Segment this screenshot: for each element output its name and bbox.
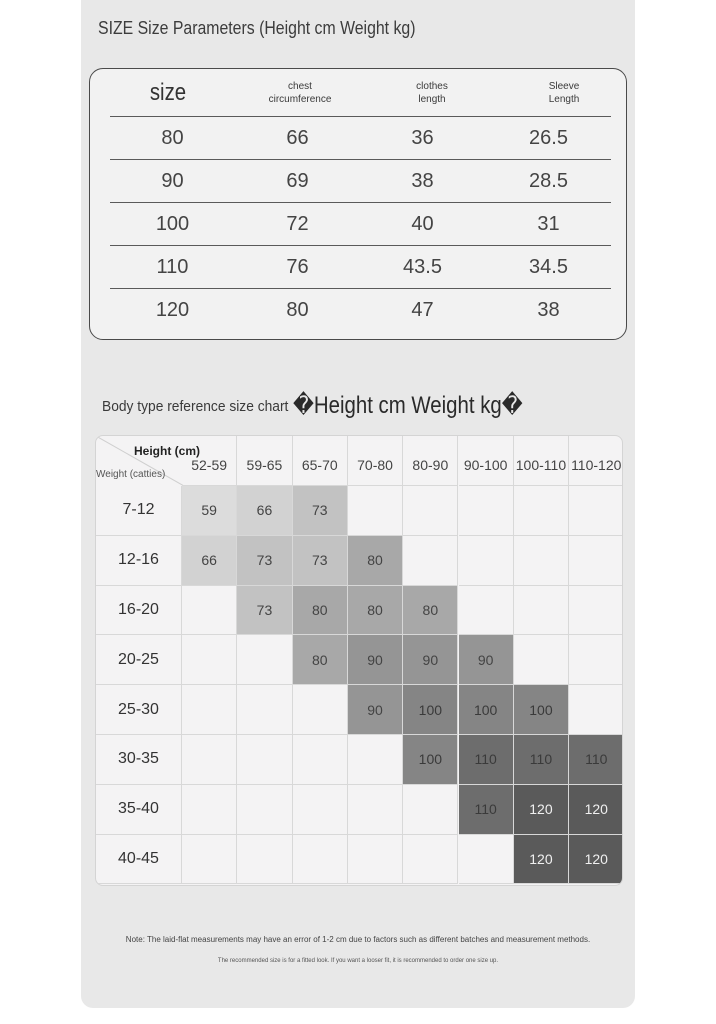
size-table-cell: 80	[286, 299, 309, 321]
height-column-header: 65-70	[293, 436, 348, 486]
empty-cell	[514, 536, 569, 586]
size-recommendation-cell: 73	[237, 536, 292, 586]
empty-cell	[569, 486, 623, 536]
empty-cell	[182, 635, 237, 685]
empty-cell	[348, 735, 403, 785]
empty-cell	[569, 685, 623, 735]
measurement-note: Note: The laid-flat measurements may have an error of 1-2 cm due to factors such as different batches and measurement methods.	[125, 935, 591, 944]
size-table-cell: 110	[156, 256, 189, 278]
size-recommendation-cell: 110	[569, 735, 623, 785]
size-table-row	[110, 116, 611, 160]
size-table-cell: 43.5	[403, 256, 442, 278]
size-table-cell: 80	[161, 127, 184, 149]
body-chart-title-units: �Height cm Weight kg�	[293, 392, 523, 419]
height-column-header: 80-90	[403, 436, 458, 486]
size-table-cell: 100	[155, 213, 190, 235]
empty-cell	[569, 586, 623, 636]
empty-cell	[514, 486, 569, 536]
size-recommendation-cell: 66	[237, 486, 292, 536]
size-table-row	[110, 288, 611, 332]
empty-cell	[403, 835, 458, 885]
empty-cell	[237, 835, 292, 885]
size-recommendation-cell: 90	[348, 685, 403, 735]
empty-cell	[182, 735, 237, 785]
size-recommendation-cell: 100	[514, 685, 569, 735]
height-column-header: 110-120	[569, 436, 623, 486]
height-column-header: 52-59	[182, 436, 237, 486]
length-header: clothes length	[416, 81, 448, 105]
size-table-cell: 38	[537, 299, 560, 321]
size-table-cell: 40	[411, 213, 434, 235]
size-table-cell: 90	[161, 170, 184, 192]
size-table-cell: 38	[411, 170, 434, 192]
size-table-cell: 76	[286, 256, 309, 278]
size-table-row	[110, 159, 611, 203]
weight-row-header: 30-35	[96, 735, 182, 785]
empty-cell	[237, 685, 292, 735]
size-table-cell: 72	[286, 213, 309, 235]
empty-cell	[403, 486, 458, 536]
size-table-cell: 31	[537, 213, 560, 235]
size-table-cell: 66	[286, 127, 309, 149]
sleeve-header: Sleeve Length	[548, 81, 580, 105]
empty-cell	[459, 835, 514, 885]
empty-cell	[569, 536, 623, 586]
size-recommendation-cell: 73	[237, 586, 292, 636]
weight-row-header: 25-30	[96, 685, 182, 735]
weight-row-header: 40-45	[96, 835, 182, 885]
size-table-title: SIZE Size Parameters (Height cm Weight kg)	[98, 18, 416, 38]
empty-cell	[348, 486, 403, 536]
body-chart-title: Body type reference size chart	[102, 398, 289, 415]
empty-cell	[459, 486, 514, 536]
weight-row-header: 12-16	[96, 536, 182, 586]
size-table-cell: 120	[155, 299, 190, 321]
empty-cell	[293, 685, 348, 735]
empty-cell	[182, 835, 237, 885]
size-recommendation-cell: 110	[514, 735, 569, 785]
size-recommendation-cell: 80	[348, 586, 403, 636]
size-recommendation-cell: 80	[403, 586, 458, 636]
height-column-header: 100-110	[514, 436, 569, 486]
size-recommendation-cell: 110	[459, 735, 514, 785]
size-recommendation-cell: 80	[348, 536, 403, 586]
size-table-cell: 69	[286, 170, 309, 192]
size-recommendation-cell: 80	[293, 586, 348, 636]
empty-cell	[182, 685, 237, 735]
empty-cell	[293, 785, 348, 835]
empty-cell	[403, 785, 458, 835]
empty-cell	[514, 635, 569, 685]
size-recommendation-cell: 120	[514, 785, 569, 835]
size-table-cell: 26.5	[529, 127, 568, 149]
size-recommendation-cell: 120	[569, 835, 623, 885]
size-recommendation-cell: 80	[293, 635, 348, 685]
size-header: size	[149, 79, 187, 106]
chest-header: chest circumference	[268, 81, 332, 105]
size-table-cell: 36	[411, 127, 434, 149]
height-axis-label: Height (cm)	[134, 444, 200, 458]
height-column-header: 59-65	[237, 436, 292, 486]
size-table-cell: 28.5	[529, 170, 568, 192]
empty-cell	[403, 536, 458, 586]
size-recommendation-cell: 100	[403, 685, 458, 735]
empty-cell	[459, 586, 514, 636]
empty-cell	[237, 635, 292, 685]
empty-cell	[514, 586, 569, 636]
weight-axis-label: Weight (catties)	[96, 469, 166, 480]
weight-row-header: 16-20	[96, 586, 182, 636]
size-recommendation-cell: 59	[182, 486, 237, 536]
height-column-header: 90-100	[459, 436, 514, 486]
size-recommendation-cell: 120	[514, 835, 569, 885]
size-table-row	[110, 245, 611, 289]
size-recommendation-cell: 66	[182, 536, 237, 586]
empty-cell	[182, 586, 237, 636]
empty-cell	[348, 785, 403, 835]
empty-cell	[293, 735, 348, 785]
size-table-row	[110, 202, 611, 246]
size-recommendation-cell: 73	[293, 536, 348, 586]
empty-cell	[237, 785, 292, 835]
empty-cell	[459, 536, 514, 586]
empty-cell	[569, 635, 623, 685]
weight-row-header: 20-25	[96, 635, 182, 685]
size-recommendation-cell: 120	[569, 785, 623, 835]
weight-row-header: 7-12	[96, 486, 182, 536]
empty-cell	[348, 835, 403, 885]
size-recommendation-cell: 90	[459, 635, 514, 685]
fit-note: The recommended size is for a fitted look. If you want a looser fit, it is recommended to order one size up.	[217, 958, 499, 964]
empty-cell	[182, 785, 237, 835]
size-recommendation-cell: 90	[348, 635, 403, 685]
empty-cell	[237, 735, 292, 785]
size-recommendation-cell: 100	[403, 735, 458, 785]
size-table-cell: 47	[411, 299, 434, 321]
size-recommendation-cell: 90	[403, 635, 458, 685]
empty-cell	[293, 835, 348, 885]
body-type-grid	[95, 435, 623, 886]
size-table-cell: 34.5	[529, 256, 568, 278]
size-recommendation-cell: 100	[459, 685, 514, 735]
size-recommendation-cell: 73	[293, 486, 348, 536]
height-column-header: 70-80	[348, 436, 403, 486]
size-recommendation-cell: 110	[459, 785, 514, 835]
weight-row-header: 35-40	[96, 785, 182, 835]
